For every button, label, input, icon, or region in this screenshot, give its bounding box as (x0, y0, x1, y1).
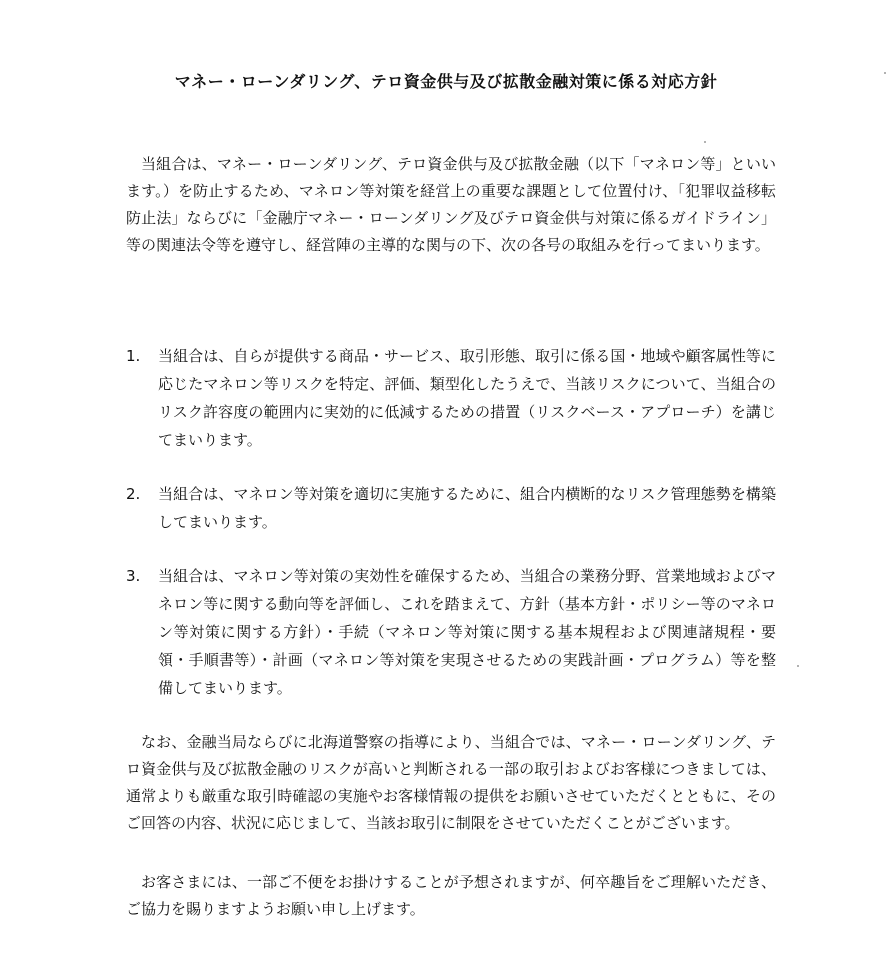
document-title: マネー・ローンダリング、テロ資金供与及び拡散金融対策に係る対応方針 (174, 72, 718, 91)
scan-speck (704, 141, 706, 143)
item-number: 2. (126, 485, 141, 503)
item-text: 当組合は、マネロン等対策の実効性を確保するため、当組合の業務分野、営業地域およびマネロン等に関する動向等を評価し、これを踏まえて、方針（基本方針・ポリシー等のマネロン等対策に関する方針）・手続（マネロン等対策に関する基本規程および関連諸規程・要領・手順書等）・計画（マネロン等対策を実現させるための実践計画・プログラム）等を整備してまいります。 (158, 567, 776, 697)
scan-speck (884, 72, 886, 74)
scan-speck (797, 665, 799, 667)
item-text: 当組合は、マネロン等対策を適切に実施するために、組合内横断的なリスク管理態勢を構築してまいります。 (158, 485, 776, 531)
policy-item (126, 562, 776, 702)
item-number: 1. (126, 347, 141, 365)
note-paragraph: なお、金融当局ならびに北海道警察の指導により、当組合では、マネー・ローンダリング、テロ資金供与及び拡散金融のリスクが高いと判断される一部の取引およびお客様につきましては、通常よりも厳重な取引時確認の実施やお客様情報の提供をお願いさせていただくとともに、そのご回答の内容、状況に応じまして、当該お取引に制限をさせていただくことがございます。 (126, 733, 776, 832)
policy-item (126, 342, 776, 454)
policy-item (126, 480, 776, 536)
closing-paragraph: お客さまには、一部ご不便をお掛けすることが予想されますが、何卒趣旨をご理解いただき、ご協力を賜りますようお願い申し上げます。 (126, 873, 776, 918)
item-text: 当組合は、自らが提供する商品・サービス、取引形態、取引に係る国・地域や顧客属性等に応じたマネロン等リスクを特定、評価、類型化したうえで、当該リスクについて、当組合のリスク許容度の範囲内に実効的に低減するための措置（リスクベース・アプローチ）を講じてまいります。 (158, 347, 776, 449)
item-number: 3. (126, 567, 141, 585)
policy-items (126, 342, 776, 702)
intro-paragraph: 当組合は、マネー・ローンダリング、テロ資金供与及び拡散金融（以下「マネロン等」といいます。）を防止するため、マネロン等対策を経営上の重要な課題として位置付け、「犯罪収益移転防止法」ならびに「金融庁マネー・ローンダリング及びテロ資金供与対策に係るガイドライン」等の関連法令等を遵守し、経営陣の主導的な関与の下、次の各号の取組みを行ってまいります。 (126, 155, 776, 254)
